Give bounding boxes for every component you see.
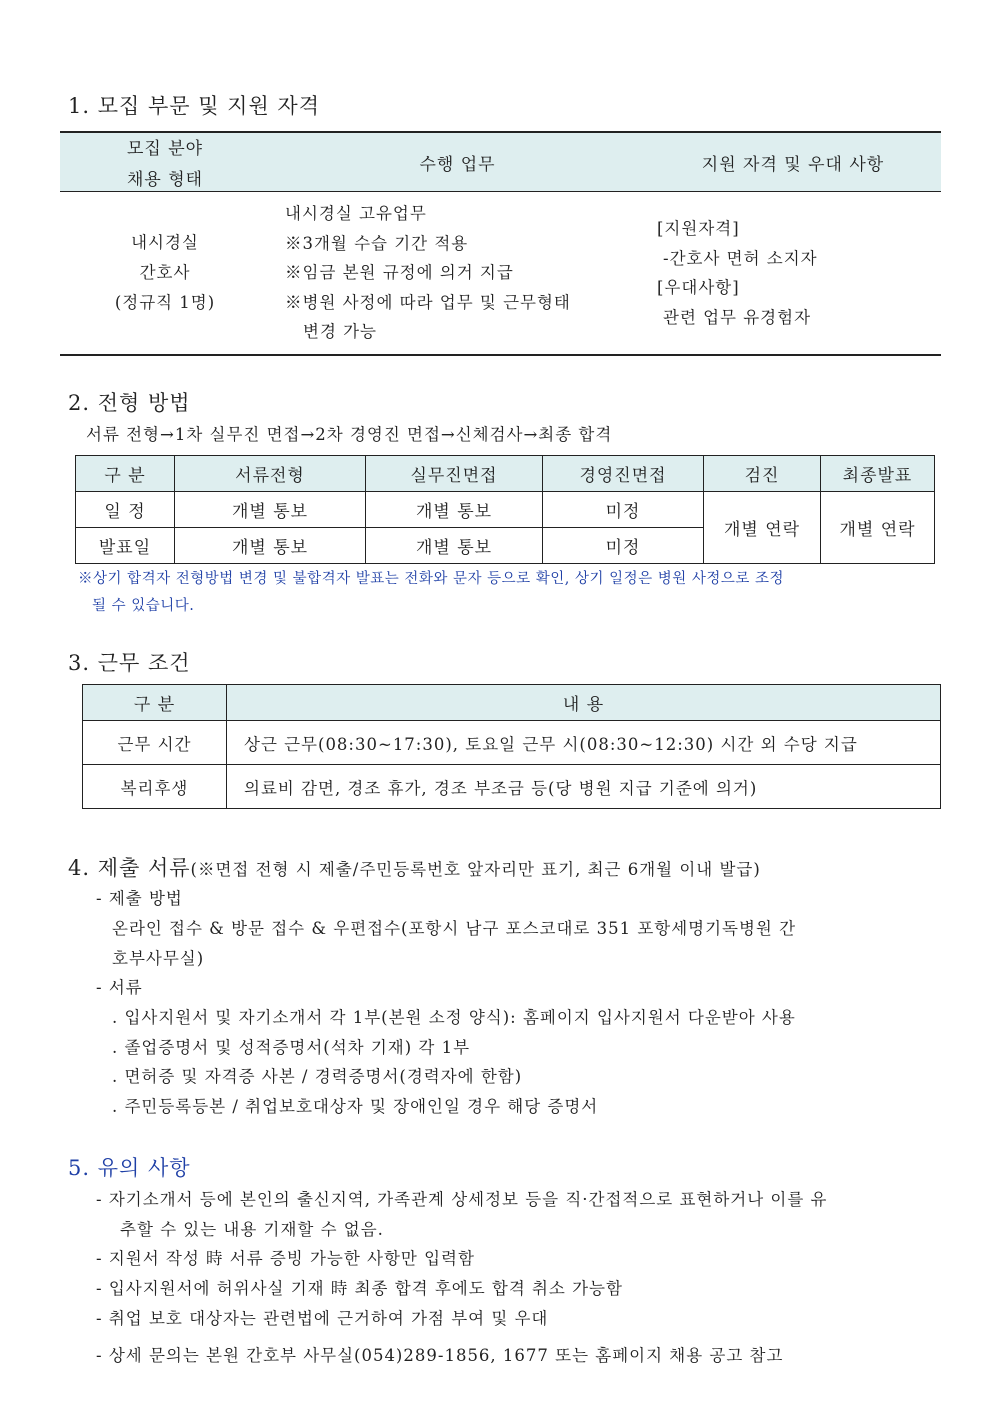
col-field-header — [60, 132, 270, 192]
qual-item: 관련 업무 유경험자 — [663, 307, 812, 327]
submit-method-label: - 제출 방법 — [96, 889, 183, 908]
schedule-note: ※상기 합격자 전형방법 변경 및 불합격자 발표는 전화와 문자 등으로 확인, 상기 일정은 병원 사정으로 조정 — [78, 571, 785, 587]
row-label: 근무 시간 — [83, 721, 227, 765]
table-row — [83, 721, 941, 765]
schedule-table — [75, 455, 935, 564]
duty-item: ※3개월 수습 기간 적용 — [285, 233, 469, 253]
header-cell: 내 용 — [227, 685, 941, 721]
table-cell: 개별 통보 — [366, 528, 543, 564]
document-item: . 졸업증명서 및 성적증명서(석차 기재) 각 1부 — [112, 1038, 471, 1057]
col-field-label: 모집 분야 — [126, 139, 204, 159]
qual-item: [우대사항] — [657, 278, 740, 297]
table-header-row — [83, 685, 941, 721]
caution-item: - 취업 보호 대상자는 관련법에 근거하여 가점 부여 및 우대 — [96, 1309, 549, 1328]
row-label: 일 정 — [76, 492, 175, 528]
header-cell: 구 분 — [76, 456, 175, 492]
table-row — [76, 492, 935, 528]
document-item: . 입사지원서 및 자기소개서 각 1부(본원 소정 양식): 홈페이지 입사지원서 다운받아 사용 — [112, 1008, 796, 1027]
table-cell: 개별 통보 — [366, 492, 543, 528]
table-header-row — [60, 132, 941, 192]
section4-heading-note: (※면접 전형 시 제출/주민등록번호 앞자리만 표기, 최근 6개월 이내 발급) — [190, 860, 761, 879]
final-cell: 개별 연락 — [821, 492, 935, 564]
duty-item: ※병원 사정에 따라 업무 및 근무형태 — [285, 292, 571, 312]
header-cell: 최종발표 — [821, 456, 935, 492]
table-cell: 미정 — [543, 492, 704, 528]
section1-heading: 1. 모집 부문 및 지원 자격 — [68, 94, 320, 118]
document-item: . 면허증 및 자격증 사본 / 경력증명서(경력자에 한함) — [112, 1067, 523, 1086]
table-row — [60, 192, 941, 356]
work-conditions-table — [82, 684, 941, 809]
section2-heading: 2. 전형 방법 — [68, 391, 191, 415]
header-cell: 경영진면접 — [543, 456, 704, 492]
selection-flow: 서류 전형→1차 실무진 면접→2차 경영진 면접→신체검사→최종 합격 — [86, 425, 613, 444]
section5-heading: 5. 유의 사항 — [68, 1156, 191, 1180]
table-header-row — [76, 456, 935, 492]
caution-item: - 지원서 작성 時 서류 증빙 가능한 사항만 입력함 — [96, 1249, 475, 1268]
duty-item: 내시경실 고유업무 — [285, 204, 427, 224]
caution-item-cont: 추할 수 있는 내용 기재할 수 없음. — [120, 1220, 384, 1239]
caution-item: - 자기소개서 등에 본인의 출신지역, 가족관계 상세정보 등을 직·간접적으로 표현하거나 이를 유 — [96, 1190, 828, 1209]
section4-heading: 4. 제출 서류 — [68, 856, 191, 880]
duties-cell — [270, 192, 645, 356]
caution-item: - 상세 문의는 본원 간호부 사무실(054)289-1856, 1677 또는 홈페이지 채용 공고 참고 — [96, 1346, 784, 1365]
submit-method-text: 온라인 접수 & 방문 접수 & 우편접수(포항시 남구 포스코대로 351 포항세명기독병원 간 — [112, 919, 797, 938]
section3-heading: 3. 근무 조건 — [68, 651, 191, 675]
col-duties-header: 수행 업무 — [270, 132, 645, 192]
recruitment-table — [60, 131, 941, 356]
duty-item: ※임금 본원 규정에 의거 지급 — [285, 263, 514, 283]
field-role: 간호사 — [139, 263, 191, 282]
checkup-cell: 개별 연락 — [704, 492, 821, 564]
field-type: (정규직 1명) — [114, 293, 216, 312]
table-cell: 개별 통보 — [175, 492, 366, 528]
col-type-label: 채용 형태 — [126, 170, 204, 190]
row-label: 발표일 — [76, 528, 175, 564]
section4-heading-line — [68, 852, 761, 882]
row-label: 복리후생 — [83, 765, 227, 809]
document-item: . 주민등록등본 / 취업보호대상자 및 장애인일 경우 해당 증명서 — [112, 1097, 599, 1116]
header-cell: 구 분 — [83, 685, 227, 721]
quals-cell — [645, 192, 941, 356]
header-cell: 실무진면접 — [366, 456, 543, 492]
table-cell: 상근 근무(08:30~17:30), 토요일 근무 시(08:30~12:30) 시간 외 수당 지급 — [227, 721, 941, 765]
qual-item: -간호사 면허 소지자 — [663, 248, 818, 268]
caution-item: - 입사지원서에 허위사실 기재 時 최종 합격 후에도 합격 취소 가능함 — [96, 1279, 623, 1298]
qual-item: [지원자격] — [657, 219, 740, 238]
documents-label: - 서류 — [96, 978, 143, 997]
col-quals-header: 지원 자격 및 우대 사항 — [645, 132, 941, 192]
field-name: 내시경실 — [131, 233, 199, 252]
header-cell: 검진 — [704, 456, 821, 492]
table-row — [83, 765, 941, 809]
header-cell: 서류전형 — [175, 456, 366, 492]
table-cell: 개별 통보 — [175, 528, 366, 564]
schedule-note-cont: 될 수 있습니다. — [92, 598, 195, 614]
submit-method-text-cont: 호부사무실) — [112, 949, 205, 968]
field-cell — [60, 192, 270, 356]
table-cell: 미정 — [543, 528, 704, 564]
duty-item: 변경 가능 — [303, 322, 378, 342]
table-cell: 의료비 감면, 경조 휴가, 경조 부조금 등(당 병원 지급 기준에 의거) — [227, 765, 941, 809]
